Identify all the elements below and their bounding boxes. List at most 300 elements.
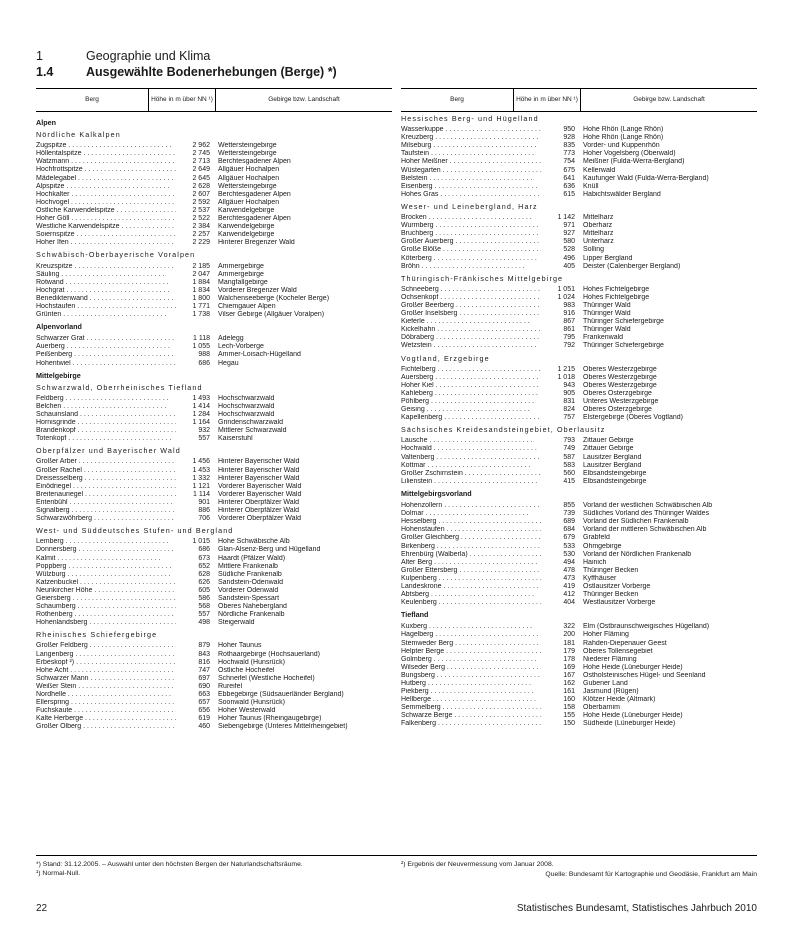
landscape: Wettersteingebirge [218,182,277,190]
table-row [36,555,392,563]
mountain-name: Breitenauriegel . . . [36,491,176,499]
table-row [36,403,392,411]
mountain-list [401,366,757,423]
elevation: 167 [563,671,575,679]
landscape: Rureifel [218,682,243,690]
landscape: Ebbegebirge (Südsauerländer Bergland) [218,691,344,698]
table-row [36,207,392,215]
mountain-list [401,286,757,351]
mountain-name: Auersberg . . . [401,374,541,382]
header-gebirge: Gebirge bzw. Landschaft [268,96,340,104]
elevation: 706 [198,515,210,523]
left-table-body [36,112,392,731]
landscape: Westlausitzer Vorberge [583,599,656,607]
landscape: Glan-Alsenz-Berg und Hügelland [218,546,321,554]
mountain-name: Valtenberg . . . [401,454,541,462]
table-row [401,583,757,591]
landscape: Schneifel (Westliche Hocheifel) [218,674,315,682]
landscape: Hoher Westerwald [218,707,276,715]
table-row [36,295,392,303]
table-bottom-rule [36,855,757,856]
landscape: Mangfallgebirge [218,278,268,286]
group-heading: West- und Süddeutsches Stufen- und Bergland [36,526,234,536]
landscape: Berchtesgadener Alpen [218,215,291,223]
table-row [36,435,392,443]
landscape: Südliche Frankenalb [218,570,282,578]
group-heading: Oberpfälzer und Bayerischer Wald [36,446,181,456]
landscape: Oberes Nahebergland [218,603,287,611]
landscape: Vorland der Südlichen Frankenalb [583,518,689,526]
mountain-name: Kreuzberg . . . [401,134,541,142]
mountain-name: Kreuzspitze . . . [36,263,176,271]
elevation: 831 [563,398,575,405]
table-row [36,483,392,491]
group-heading: Weser- und Leinebergland, Harz [401,201,538,211]
table-row [401,445,757,453]
table-row [401,302,757,310]
landscape: Kyffhäuser [583,574,617,582]
table-row [401,575,757,583]
landscape: Berchtesgadener Alpen [218,158,291,166]
mountain-name: Landeskrone . . . [401,583,541,591]
table-row [401,526,757,534]
landscape: Deister (Calenberger Bergland) [583,262,681,270]
elevation: 932 [198,427,210,435]
table-row [36,715,392,723]
mountain-name: Hornisgrinde . . . [36,419,176,427]
mountain-name: Schwarzer Mann . . . [36,675,176,683]
footnote-two: ²) Ergebnis der Neuvermessung vom Januar 2008. [401,861,554,868]
mountain-list [36,263,392,320]
table-row [401,158,757,166]
elevation: 679 [563,534,575,542]
mountain-name: Weißer Stein . . . [36,683,176,691]
table-row [401,382,757,390]
elevation: 824 [563,406,575,414]
mountain-name: Hohe Acht . . . [36,667,176,675]
elevation: 498 [198,619,210,627]
elevation: 478 [563,566,575,574]
mountain-name: Donnersberg . . . [36,546,176,554]
mountain-name: Hochvogel . . . [36,199,176,207]
mountain-name: Schaumberg . . . [36,603,176,611]
landscape: Elbsandsteingebirge [583,477,647,485]
table-row [401,286,757,294]
table-row [401,222,757,230]
mountain-name: Kalmit . . . [36,555,176,563]
table-row [36,411,392,419]
elevation: 983 [563,301,575,309]
landscape: Lausitzer Bergland [583,461,642,469]
landscape: Niederer Fläming [583,655,637,663]
landscape: Hinterer Oberpfälzer Wald [218,498,300,506]
table-row [36,263,392,271]
mountain-name: Kulpenberg . . . [401,575,541,583]
table-row [36,395,392,403]
landscape: Grabfeld [583,534,610,542]
footnote-one: ¹) Normal-Null. [36,870,81,877]
landscape: Mittlere Frankenalb [218,562,278,570]
elevation: 322 [563,623,575,631]
header-hoehe: Höhe in m über NN ¹) [149,89,216,111]
mountain-list [36,458,392,523]
table-row [401,406,757,414]
publication-title: Statistisches Bundesamt, Statistisches Jahrbuch 2010 [516,903,757,914]
landscape: Hinterer Bayerischer Wald [218,466,300,474]
elevation: 673 [198,554,210,562]
mountain-list [36,395,392,444]
elevation: 473 [563,574,575,582]
mountain-name: Hochfrottspitze . . . [36,166,176,174]
elevation: 158 [563,704,575,712]
mountain-name: Großer Rachel . . . [36,467,176,475]
mountain-name: Hochkalter . . . [36,191,176,199]
landscape: Hochschwarzwald [218,402,275,410]
landscape: Nördliche Frankenalb [218,611,285,619]
table-row [401,543,757,551]
group-heading: Sächsisches Kreidesandsteingebiet, Oberlausitz [401,425,606,435]
mountain-name: Kottmar . . . [401,462,541,470]
landscape: Karwendelgebirge [218,223,275,231]
mountain-name: Brandenkopf . . . [36,427,176,435]
landscape: Thüringer Schiefergebirge [583,342,664,350]
section-alpenvorland: Alpenvorland [36,322,82,332]
landscape: Rothaargebirge (Hochsauerland) [218,650,320,658]
table-row [401,502,757,510]
table-row [36,546,392,554]
landscape: Allgäuer Hochalpen [218,166,280,174]
mountain-name: Kahleberg . . . [401,390,541,398]
landscape: Oberbarnim [583,704,620,712]
elevation: 773 [563,150,575,158]
landscape: Hochschwarzwald [218,394,275,402]
mountain-name: Benediktenwand . . . [36,295,176,303]
table-row [401,510,757,518]
mountain-name: Langenberg . . . [36,651,176,659]
table-row [36,311,392,319]
table-row [401,470,757,478]
landscape: Siebengebirge (Unteres Mittelrheingebiet) [218,723,348,731]
mountain-name: Geiersberg . . . [36,595,176,603]
mountain-name: Lilienstein . . . [401,478,541,486]
table-row [401,518,757,526]
mountain-name: Bielstein . . . [401,175,541,183]
table-row [401,437,757,445]
landscape: Meißner (Fulda-Werra-Bergland) [583,158,685,166]
landscape: Elbsandsteingebirge [583,469,647,477]
mountain-name: Großer Inselsberg . . . [401,310,541,318]
landscape: Thüringer Wald [583,310,631,318]
landscape: Hohes Fichtelgebirge [583,285,650,293]
table-row [401,318,757,326]
table-row [401,559,757,567]
mountain-name: Alter Berg . . . [401,559,541,567]
elevation: 2 962 [192,142,210,150]
table-row [401,142,757,150]
elevation: 178 [563,655,575,663]
landscape: Elstergebirge (Oberes Vogtland) [583,414,683,422]
landscape: Habichtswälder Bergland [583,190,661,198]
mountain-list [401,623,757,728]
table-row [36,538,392,546]
landscape: Adelegg [218,335,244,343]
landscape: Hohe Schwäbische Alb [218,538,290,546]
mountain-name: Wurmberg . . . [401,222,541,230]
elevation: 684 [563,526,575,534]
elevation: 586 [198,594,210,602]
landscape: Zittauer Gebirge [583,445,634,453]
elevation: 404 [563,599,575,607]
landscape: Klötzer Heide (Altmark) [583,696,656,704]
table-row [401,334,757,342]
table-row [36,571,392,579]
table-row [36,343,392,351]
table-row [36,150,392,158]
mountain-name: Rotwand . . . [36,279,176,287]
elevation: 1 051 [557,285,575,293]
elevation: 405 [563,262,575,270]
mountain-name: Hoher Kiel . . . [401,382,541,390]
group-heading: Vogtland, Erzgebirge [401,353,490,363]
elevation: 689 [563,518,575,526]
elevation: 628 [198,570,210,578]
landscape: Oberes Tollensegebiet [583,647,653,655]
landscape: Thüringer Schiefergebirge [583,318,664,326]
elevation: 686 [198,546,210,554]
elevation: 916 [563,310,575,318]
landscape: Vorderer Odenwald [218,586,279,594]
mountain-name: Hesselberg . . . [401,518,541,526]
landscape: Oberes Westerzgebirge [583,365,657,373]
landscape: Soonwald (Hunsrück) [218,699,285,707]
elevation: 2 592 [192,198,210,206]
table-row [401,688,757,696]
elevation: 1 055 [192,343,210,351]
elevation: 739 [563,510,575,518]
landscape: Hochschwarzwald [218,411,275,418]
table-row [401,374,757,382]
table-row [401,183,757,191]
table-row [401,134,757,142]
table-row [36,303,392,311]
header-hoehe: Höhe in m über NN ¹) [514,89,581,111]
elevation: 412 [563,591,575,599]
table-row [36,271,392,279]
mountain-name: Brocken . . . [401,214,541,222]
section-number: 1.4 [36,65,54,79]
landscape: Ostholsteinisches Hügel- und Seenland [583,671,706,679]
table-row [401,640,757,648]
elevation: 1 015 [192,538,210,546]
landscape: Hohe Heide (Lüneburger Heide) [583,663,683,671]
elevation: 2 745 [192,150,210,158]
table-row [401,704,757,712]
mountain-name: Großer Ettersberg . . . [401,567,541,575]
table-row [401,263,757,271]
table-row [401,246,757,254]
elevation: 494 [563,558,575,566]
landscape: Vorderer Bregenzer Wald [218,286,297,294]
mountain-list [36,538,392,627]
table-row [401,478,757,486]
mountain-name: Eisenberg . . . [401,183,541,191]
elevation: 835 [563,142,575,150]
table-row [36,595,392,603]
landscape: Vorland der Nördlichen Frankenalb [583,550,692,558]
mountain-name: Geising . . . [401,406,541,414]
table-row [36,467,392,475]
table-row [36,675,392,683]
mountain-name: Wasserkuppe . . . [401,126,541,134]
elevation: 2 713 [192,158,210,166]
elevation: 1 332 [192,474,210,482]
landscape: Elm (Ostbraunschweigisches Hügelland) [583,623,710,631]
mountain-name: Milseburg . . . [401,142,541,150]
table-row [401,672,757,680]
elevation: 2 628 [192,182,210,190]
table-row [36,175,392,183]
mountain-name: Stemweder Berg . . . [401,640,541,648]
table-row [401,720,757,728]
elevation: 160 [563,696,575,704]
table-row [401,680,757,688]
header-berg: Berg [36,89,149,111]
mountain-name: Wetzstein . . . [401,342,541,350]
section-tiefland: Tiefland [401,610,429,620]
mountain-name: Bungsberg . . . [401,672,541,680]
table-row [401,591,757,599]
elevation: 1 024 [557,293,575,301]
table-row [36,191,392,199]
landscape: Hohe Rhön (Lange Rhön) [583,126,664,134]
mountain-name: Wilseder Berg . . . [401,664,541,672]
section-title: Ausgewählte Bodenerhebungen (Berge) *) [86,65,337,79]
landscape: Oberharz [583,222,613,230]
elevation: 583 [563,461,575,469]
landscape: Haardt (Pfälzer Wald) [218,554,286,562]
mountain-name: Falkenberg . . . [401,720,541,728]
mountain-name: Großer Arber . . . [36,458,176,466]
chapter-number: 1 [36,49,43,63]
elevation: 636 [563,182,575,190]
elevation: 1 738 [192,311,210,319]
chapter-title: Geographie und Klima [86,49,211,63]
group-heading: Schwarzwald, Oberrheinisches Tiefland [36,382,203,392]
landscape: Vilser Gebirge (Allgäuer Voralpen) [218,311,325,319]
mountain-name: Kalte Herberge . . . [36,715,176,723]
elevation: 943 [563,381,575,389]
landscape: Mittlerer Schwarzwald [218,427,287,435]
mountain-name: Nordhelle . . . [36,691,176,699]
elevation: 2 229 [192,239,210,247]
table-header [36,88,392,112]
elevation: 675 [563,166,575,174]
elevation: 1 215 [557,365,575,373]
table-row [36,499,392,507]
landscape: Oberes Osterzgebirge [583,389,652,397]
table-row [36,215,392,223]
table-row [401,214,757,222]
landscape: Mittelharz [583,230,614,238]
elevation: 568 [198,603,210,611]
elevation: 1 284 [192,411,210,418]
mountain-name: Großer Zschirnstein . . . [401,470,541,478]
table-row [36,587,392,595]
table-row [36,419,392,427]
elevation: 641 [563,174,575,182]
mountain-name: Entenbühl . . . [36,499,176,507]
table-row [36,507,392,515]
elevation: 1 114 [193,490,210,498]
table-row [401,191,757,199]
elevation: 1 414 [192,402,210,410]
table-row [36,475,392,483]
elevation: 757 [563,414,575,422]
table-row [401,664,757,672]
mountain-name: Hohenlandsberg . . . [36,619,176,627]
landscape: Ohmgebirge [583,542,622,550]
elevation: 2 537 [192,206,210,214]
mountain-name: Kuxberg . . . [401,623,541,631]
mountain-name: Helpter Berge . . . [401,648,541,656]
elevation: 886 [198,507,210,515]
mountain-name: Höllentalspitze . . . [36,150,176,158]
table-row [36,183,392,191]
landscape: Ammergebirge [218,262,264,270]
mountain-name: Lausche . . . [401,437,541,445]
table-row [401,462,757,470]
mountain-list [36,335,392,367]
group-heading: Rheinisches Schiefergebirge [36,630,158,640]
elevation: 2 649 [192,166,210,174]
elevation: 162 [563,680,575,687]
elevation: 793 [563,437,575,445]
mountain-name: Dreisesselberg . . . [36,475,176,483]
elevation: 988 [198,351,210,359]
mountain-name: Peißenberg . . . [36,351,176,359]
elevation: 181 [563,639,575,647]
mountain-name: Keulenberg . . . [401,599,541,607]
mountain-name: Taufstein . . . [401,150,541,158]
landscape: Hochwald (Hunsrück) [218,658,285,666]
landscape: Hoher Taunus (Rheingaugebirge) [218,715,322,723]
elevation: 200 [563,631,575,639]
mountain-name: Westliche Karwendelspitze . . . [36,223,176,231]
mountain-name: Döbraberg . . . [401,334,541,342]
elevation: 1 800 [192,294,210,302]
elevation: 528 [563,246,575,254]
elevation: 419 [563,582,575,590]
mountain-list [401,437,757,486]
mountain-name: Einödriegel . . . [36,483,176,491]
landscape: Hohe Heide (Lüneburger Heide) [583,712,683,720]
landscape: Rahden-Diepenauer Geest [583,639,667,647]
elevation: 950 [563,126,575,134]
mountain-name: Großer Beerberg . . . [401,302,541,310]
table-row [36,491,392,499]
table-header [401,88,757,112]
landscape: Ammer-Loisach-Hügelland [218,351,301,359]
elevation: 460 [198,723,210,731]
mountain-name: Rothenberg . . . [36,611,176,619]
mountain-name: Fuchskaute . . . [36,707,176,715]
elevation: 557 [198,611,210,619]
landscape: Hinterer Bayerischer Wald [218,458,300,466]
mountain-name: Dolmar . . . [401,510,541,518]
elevation: 1 834 [192,286,210,294]
mountain-name: Großer Ölberg . . . [36,723,176,731]
elevation: 855 [563,502,575,510]
